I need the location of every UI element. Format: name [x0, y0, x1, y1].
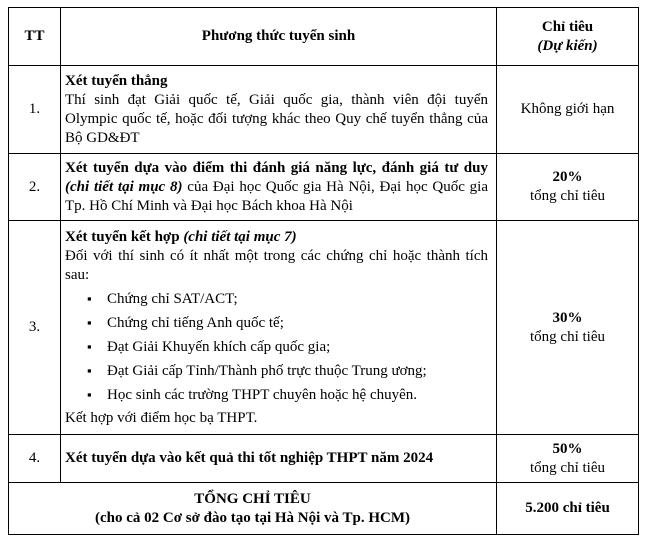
row-description [61, 66, 497, 154]
header-quota-main: Chỉ tiêu [541, 18, 594, 35]
quota-value: Không giới hạn [520, 101, 615, 117]
row-quota [497, 435, 639, 483]
row-body: của Đại học Quốc gia Hà Nội, Đại học Quốc gia Tp. Hồ Chí Minh và Đại học Bách khoa Hà Nội [65, 178, 488, 214]
quota-note: tổng chỉ tiêu [530, 328, 605, 345]
row-body: Thí sinh đạt Giải quốc tế, Giải quốc gia, thành viên đội tuyển Olympic quốc tế, hoặc đối tượng khác theo Quy chế tuyển thẳng của Bộ GD&ĐT [65, 91, 488, 146]
total-note: (cho cả 02 Cơ sở đào tạo tại Hà Nội và Tp. HCM) [94, 509, 411, 526]
list-item: ▪ Chứng chỉ SAT/ACT; [87, 287, 488, 311]
row-title-note: (chi tiết tại mục 7) [183, 228, 297, 245]
table-row [9, 221, 639, 435]
total-value: 5.200 chỉ tiêu [497, 483, 639, 535]
quota-value: 20% [552, 169, 583, 185]
table-row [9, 66, 639, 154]
list-item: ▪ Chứng chỉ tiếng Anh quốc tế; [87, 311, 488, 335]
quota-value: 30% [552, 309, 583, 326]
header-method: Phương thức tuyển sinh [61, 8, 497, 66]
row-intro: Đối với thí sinh có ít nhất một trong các chứng chỉ hoặc thành tích sau: [65, 247, 488, 283]
table-row [9, 154, 639, 221]
row-number: 1. [9, 66, 61, 154]
list-item: ▪ Học sinh các trường THPT chuyên hoặc hệ chuyên. [87, 383, 488, 407]
row-outro: Kết hợp với điểm học bạ THPT. [65, 409, 258, 426]
table-row [9, 435, 639, 483]
row-title: Xét tuyển thẳng [65, 72, 168, 89]
row-quota [497, 154, 639, 221]
total-label: TỔNG CHỈ TIÊU [194, 490, 311, 507]
header-tt: TT [9, 8, 61, 66]
row-description [61, 435, 497, 483]
list-item: ▪ Đạt Giải cấp Tỉnh/Thành phố trực thuộc Trung ương; [87, 359, 488, 383]
header-quota [497, 8, 639, 66]
quota-value: 50% [552, 440, 583, 457]
total-label-cell [9, 483, 497, 535]
row-title: Xét tuyển dựa vào điểm thi đánh giá năng lực, đánh giá tư duy [65, 159, 488, 176]
quota-note: tổng chỉ tiêu [530, 188, 605, 204]
table-header-row [9, 8, 639, 66]
row-title: Xét tuyển kết hợp [65, 228, 180, 245]
table-total-row [9, 483, 639, 535]
row-title: Xét tuyển dựa vào kết quả thi tốt nghiệp THPT năm 2024 [65, 450, 434, 466]
row-description [61, 221, 497, 435]
row-description [61, 154, 497, 221]
row-number: 4. [9, 435, 61, 483]
row-quota [497, 66, 639, 154]
row-title-note: (chi tiết tại mục 8) [65, 178, 183, 195]
criteria-list [65, 287, 488, 407]
row-number: 3. [9, 221, 61, 435]
header-quota-sub: (Dự kiến) [537, 37, 598, 54]
row-number: 2. [9, 154, 61, 221]
row-quota [497, 221, 639, 435]
quota-note: tổng chỉ tiêu [530, 459, 605, 476]
admission-table [8, 7, 639, 535]
list-item: ▪ Đạt Giải Khuyến khích cấp quốc gia; [87, 335, 488, 359]
